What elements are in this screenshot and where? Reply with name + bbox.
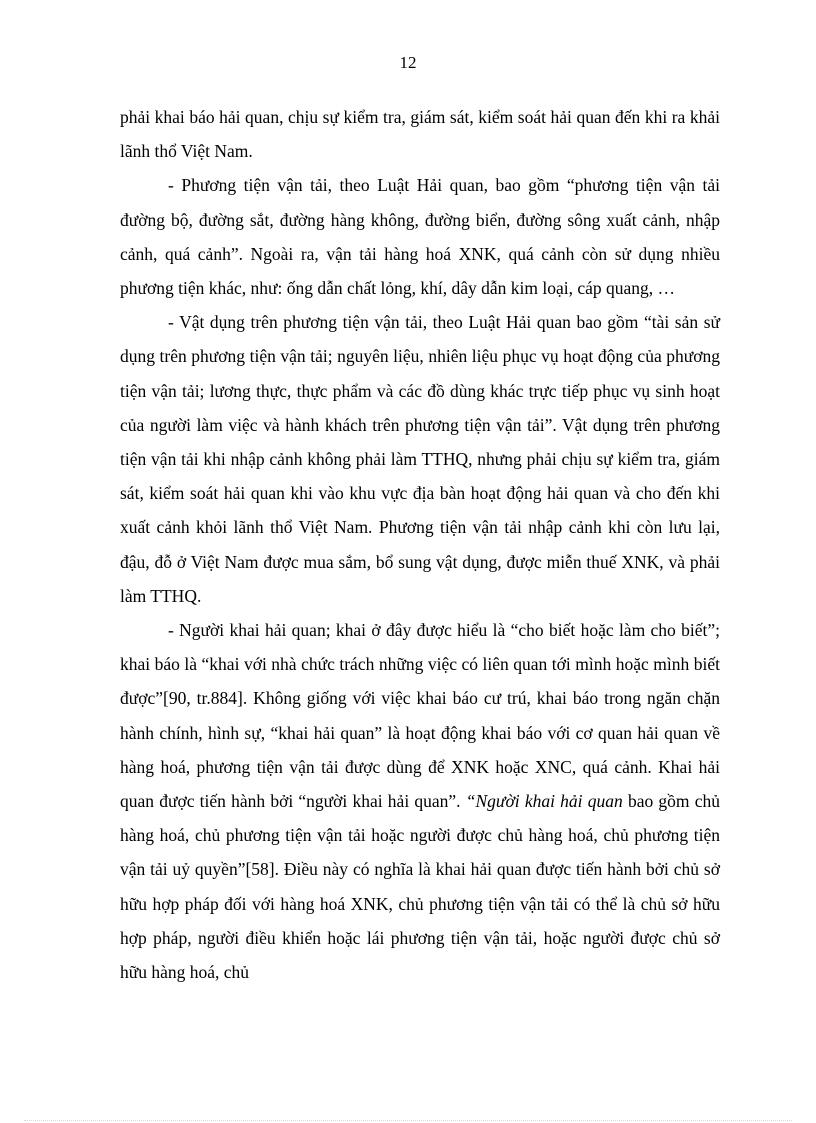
paragraph-continuation: phải khai báo hải quan, chịu sự kiểm tra, giám sát, kiểm soát hải quan đến khi ra khải lãnh thổ Việt Nam. — [120, 107, 720, 162]
document-body — [120, 100, 720, 989]
paragraph-transport-items: - Vật dụng trên phương tiện vận tải, theo Luật Hải quan bao gồm “tài sản sử dụng trên phương tiện vận tải; nguyên liệu, nhiên liệu phục vụ hoạt động của phương tiện vận tải; lương thực, thực phẩm và các đồ dùng khác trực tiếp phục vụ sinh hoạt của người làm việc và hành khách trên phương tiện vận tải”. Vật dụng trên phương tiện vận tải khi nhập cảnh không phải làm TTHQ, nhưng phải chịu sự kiểm tra, giám sát, kiểm soát hải quan khi vào khu vực địa bàn hoạt động hải quan và cho đến khi xuất cảnh khỏi lãnh thổ Việt Nam. Phương tiện vận tải nhập cảnh khi còn lưu lại, đậu, đỗ ở Việt Nam được mua sắm, bổ sung vật dụng, được miễn thuế XNK, và phải làm TTHQ. — [120, 312, 720, 606]
paragraph-customs-declarant-intro: - Người khai hải quan; khai ở đây được hiểu là “cho biết hoặc làm cho biết”; khai báo là “khai với nhà chức trách những việc có liên quan tới mình hoặc mình biết được”[90, tr.884]. Không giống với việc khai báo cư trú, khai báo trong ngăn chặn hành chính, hình sự, “khai hải quan” là hoạt động khai báo với cơ quan hải quan về hàng hoá, phương tiện vận tải được dùng để XNK hoặc XNC, quá cảnh. Khai hải quan được tiến hành bởi “người khai hải quan”. — [120, 620, 720, 812]
page-number: 12 — [399, 53, 417, 72]
paragraph-customs-declarant — [120, 613, 720, 989]
paragraph-customs-declarant-rest: bao gồm chủ hàng hoá, chủ phương tiện vận tải hoặc người được chủ hàng hoá, chủ phương tiện vận tải uỷ quyền”[58]. Điều này có nghĩa là khai hải quan được tiến hành bởi chủ sở hữu hợp pháp đối với hàng hoá XNK, chủ phương tiện vận tải có thể là chủ sở hữu hợp pháp, người điều khiển hoặc lái phương tiện vận tải, hoặc người được chủ sở hữu hàng hoá, chủ — [120, 791, 720, 983]
page-bottom-divider — [24, 1120, 792, 1121]
paragraph-transport-means: - Phương tiện vận tải, theo Luật Hải quan, bao gồm “phương tiện vận tải đường bộ, đường sắt, đường hàng không, đường biển, đường sông xuất cảnh, nhập cảnh, quá cảnh”. Ngoài ra, vận tải hàng hoá XNK, quá cảnh còn sử dụng nhiều phương tiện khác, như: ống dẫn chất lỏng, khí, dây dẫn kim loại, cáp quang, … — [120, 175, 720, 299]
italic-term-customs-declarant: “Người khai hải quan — [465, 791, 623, 812]
